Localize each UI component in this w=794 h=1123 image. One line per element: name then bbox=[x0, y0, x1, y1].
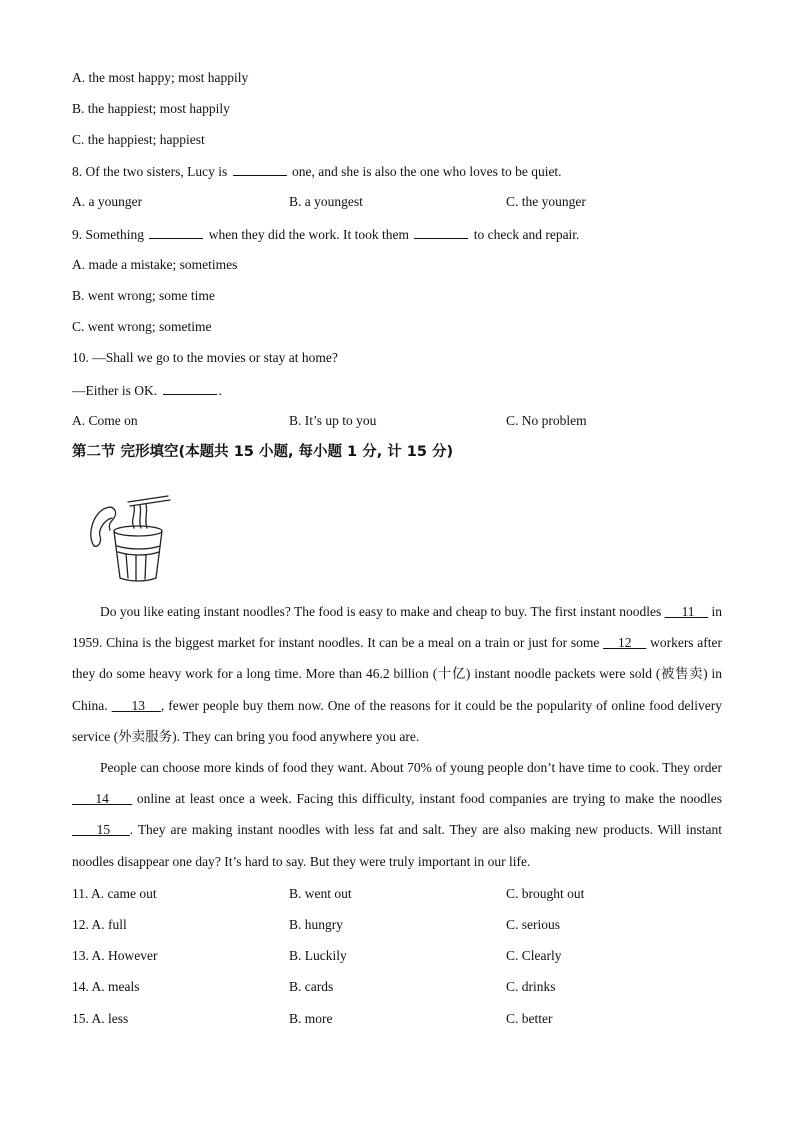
cloze-blank-12-number: 12 bbox=[617, 635, 632, 651]
q8-option-a: A. a younger bbox=[72, 194, 143, 209]
cloze-11-option-a: 11. A. came out bbox=[72, 886, 157, 901]
cloze-blank-13 bbox=[112, 698, 161, 713]
passage-paragraph-1 bbox=[72, 596, 722, 752]
cloze-12-option-b: B. hungry bbox=[289, 917, 343, 932]
noodle-cup-illustration bbox=[84, 494, 180, 586]
q9-blank-1 bbox=[149, 226, 203, 239]
p1-text-1: Do you like eating instant noodles? The food is easy to make and cheap to buy. The first instant noodles bbox=[100, 604, 662, 619]
cloze-blank-15 bbox=[72, 822, 130, 837]
q10-option-c: C. No problem bbox=[506, 413, 587, 428]
q10-line2-before: —Either is OK. bbox=[72, 383, 158, 398]
q9-option-a: A. made a mistake; sometimes bbox=[72, 257, 238, 272]
q10-line2-after: . bbox=[218, 383, 222, 398]
cloze-15-option-a: 15. A. less bbox=[72, 1011, 129, 1026]
cloze-12-option-a: 12. A. full bbox=[72, 917, 127, 932]
cloze-13-option-a: 13. A. However bbox=[72, 948, 158, 963]
p2-text-1: People can choose more kinds of food they want. About 70% of young people don’t have time to cook. They order bbox=[100, 760, 722, 775]
cloze-15-option-c: C. better bbox=[506, 1011, 553, 1026]
section-heading: 第二节 完形填空(本题共 15 小题, 每小题 1 分, 计 15 分) bbox=[72, 444, 454, 460]
q8-stem bbox=[72, 163, 562, 180]
q9-stem-part1: 9. Something bbox=[72, 227, 145, 242]
q9-stem-part3: to check and repair. bbox=[473, 227, 580, 242]
p1-text-2: in 1959. China is the biggest market for instant noodles. It can be a meal on a train or just for some bbox=[72, 604, 723, 651]
q10-blank bbox=[163, 382, 217, 395]
q9-stem-part2: when they did the work. It took them bbox=[208, 227, 409, 242]
cloze-blank-14 bbox=[72, 791, 132, 806]
cloze-blank-14-number: 14 bbox=[95, 791, 109, 807]
q7-option-c: C. the happiest; happiest bbox=[72, 132, 205, 147]
cloze-blank-11-number: 11 bbox=[681, 604, 695, 619]
q9-blank-2 bbox=[414, 226, 468, 239]
q8-stem-after: one, and she is also the one who loves to be quiet. bbox=[291, 164, 562, 179]
q9-option-c: C. went wrong; sometime bbox=[72, 319, 212, 334]
cloze-12-option-c: C. serious bbox=[506, 917, 560, 932]
q7-option-b: B. the happiest; most happily bbox=[72, 101, 230, 116]
q8-stem-before: 8. Of the two sisters, Lucy is bbox=[72, 164, 228, 179]
cloze-blank-12 bbox=[603, 635, 646, 650]
cloze-11-option-c: C. brought out bbox=[506, 886, 585, 901]
passage-paragraph-2 bbox=[72, 752, 722, 877]
cloze-14-option-c: C. drinks bbox=[506, 979, 556, 994]
q8-blank bbox=[233, 163, 287, 176]
p2-text-3: . They are making instant noodles with less fat and salt. They are also making new products. Will instant noodles disappear one day? It’s hard to say. But they were truly important in our life. bbox=[72, 822, 723, 869]
q10-line2 bbox=[72, 382, 222, 399]
cloze-blank-13-number: 13 bbox=[131, 697, 145, 713]
q7-option-a: A. the most happy; most happily bbox=[72, 70, 249, 85]
q8-option-c: C. the younger bbox=[506, 194, 586, 209]
q10-line1: 10. —Shall we go to the movies or stay at home? bbox=[72, 350, 338, 365]
q10-option-b: B. It’s up to you bbox=[289, 413, 377, 428]
p1-text-3: workers after they do some heavy work for a long time. More than 46.2 billion (十亿) instant noodle packets were sold (被售卖) in China. bbox=[72, 635, 723, 713]
cloze-blank-11 bbox=[665, 604, 708, 619]
cloze-13-option-c: C. Clearly bbox=[506, 948, 562, 963]
q10-option-a: A. Come on bbox=[72, 413, 138, 428]
q9-stem bbox=[72, 226, 579, 243]
cloze-14-option-b: B. cards bbox=[289, 979, 334, 994]
cloze-14-option-a: 14. A. meals bbox=[72, 979, 140, 994]
q8-option-b: B. a youngest bbox=[289, 194, 363, 209]
cloze-15-option-b: B. more bbox=[289, 1011, 333, 1026]
cloze-blank-15-number: 15 bbox=[96, 822, 111, 838]
p1-text-4: , fewer people buy them now. One of the reasons for it could be the popularity of online food delivery service (外卖服务). They can bring you food anywhere you are. bbox=[72, 697, 723, 744]
cloze-11-option-b: B. went out bbox=[289, 886, 352, 901]
q9-option-b: B. went wrong; some time bbox=[72, 288, 215, 303]
p2-text-2: online at least once a week. Facing this difficulty, instant food companies are trying to make the noodles bbox=[136, 791, 723, 807]
cloze-13-option-b: B. Luckily bbox=[289, 948, 347, 963]
